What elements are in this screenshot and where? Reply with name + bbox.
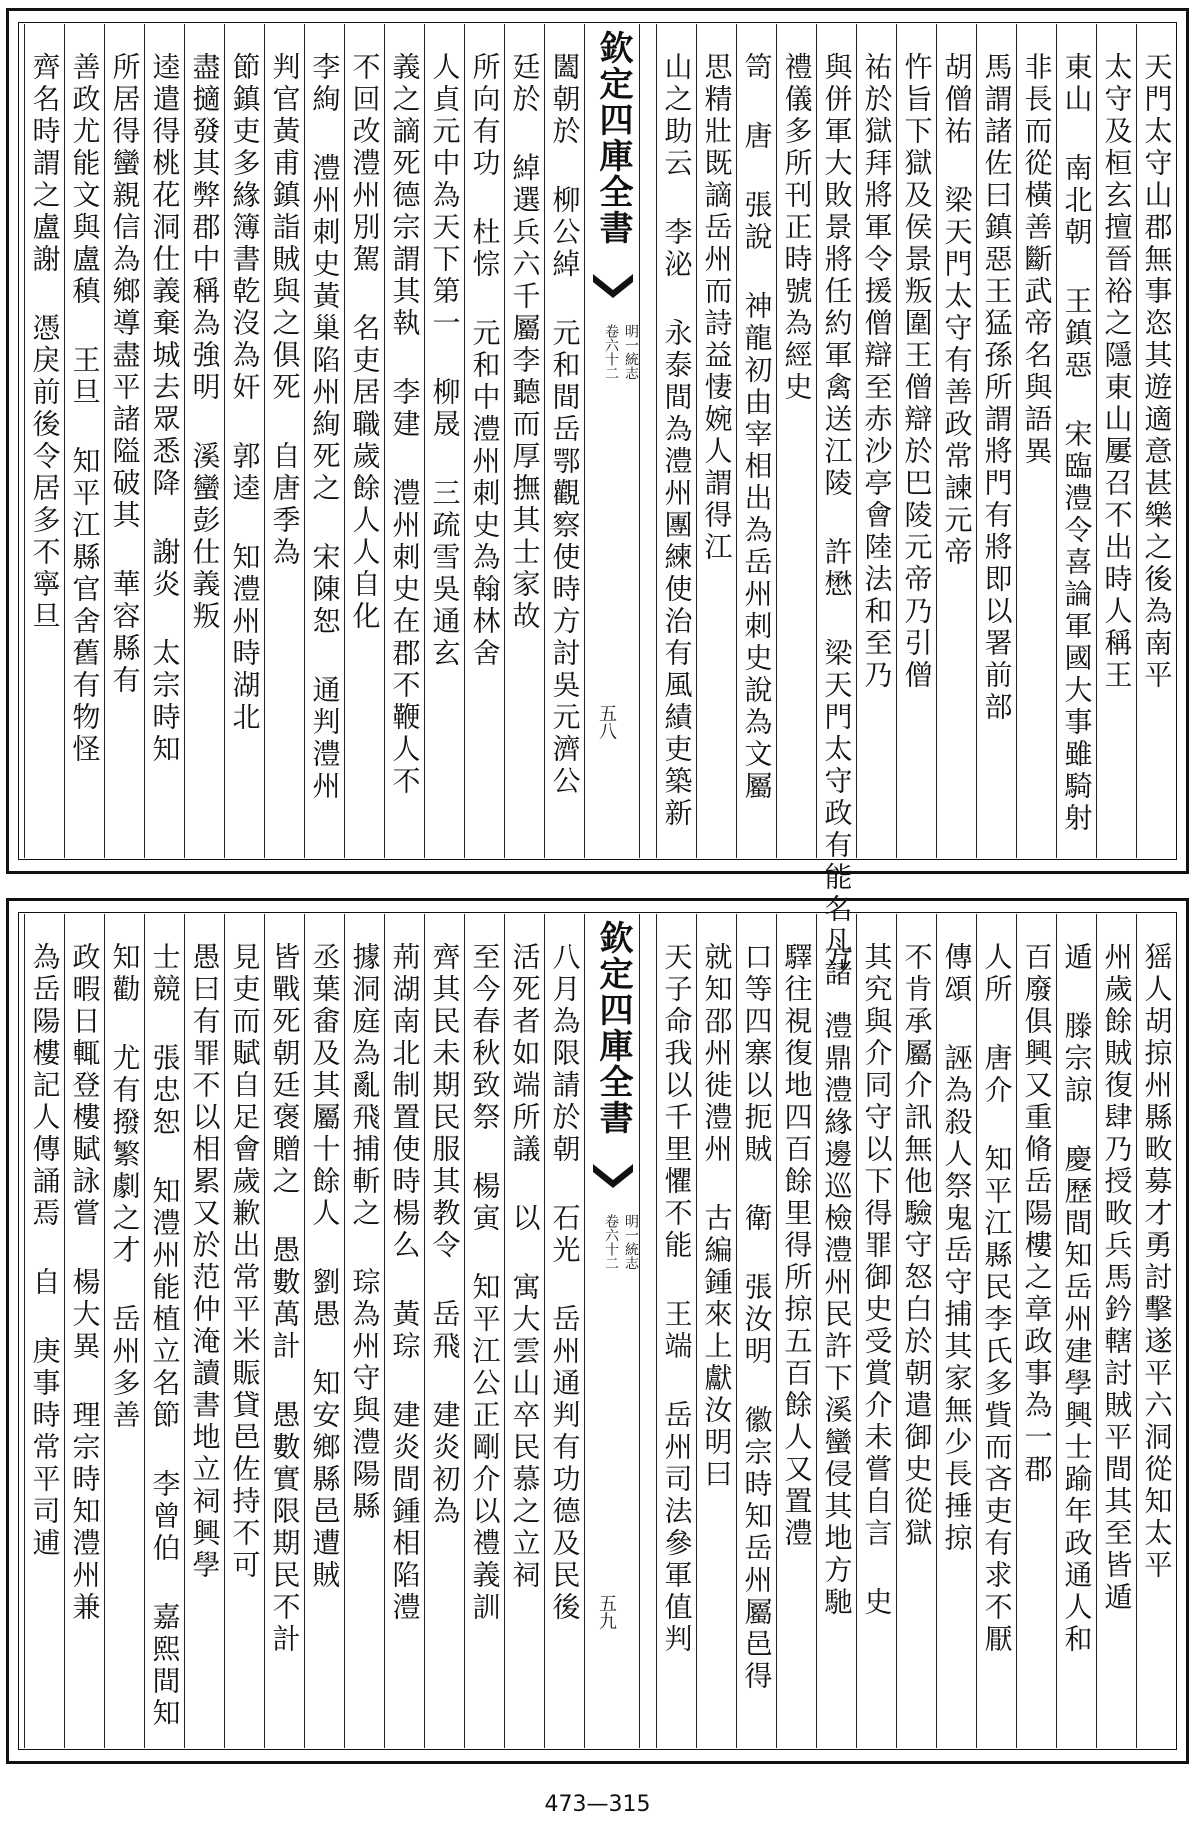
text-column: 判官黃甫鎮詣賊與之俱死 自唐季為: [264, 24, 304, 858]
text-column: 傳頌 誣為殺人祭鬼岳守捕其家無少長捶掠: [936, 914, 976, 1748]
lower-page: [0, 890, 1195, 1770]
text-column: 八月為限請於朝 石光 岳州通判有功德及民後: [544, 914, 584, 1748]
text-column: 思精壯既謫岳州而詩益悽婉人謂得江: [696, 24, 736, 858]
text-column: 齊其民未期民服其教令 岳飛 建炎初為: [424, 914, 464, 1748]
text-column: 太守及桓玄擅晉裕之隱東山屢召不出時人稱王: [1096, 24, 1136, 858]
text-column: 笥 唐 張說 神龍初由宰相出為岳州刺史說為文屬: [736, 24, 776, 858]
folio-number: 五八: [596, 704, 617, 740]
text-column: 驛往視復地四百餘里得所掠五百餘人又置澧: [776, 914, 816, 1748]
text-column: 天子命我以千里懼不能 王端 岳州司法參軍值判: [656, 914, 696, 1748]
text-column: 遁 滕宗諒 慶歷間知岳州建學興士踰年政通人和: [1056, 914, 1096, 1748]
center-gutter: [584, 914, 640, 1748]
text-column: 天門太守山郡無事恣其遊適意甚樂之後為南平: [1136, 24, 1176, 858]
left-half-columns: [20, 914, 584, 1748]
text-column: 盡擿發其弊郡中稱為強明 溪蠻彭仕義叛: [184, 24, 224, 858]
page-number: 473—315: [544, 1792, 651, 1817]
text-column: 丞葉畬及其屬十餘人 劉愚 知安鄉縣邑遭賊: [304, 914, 344, 1748]
text-column: 不回改澧州別駕 名吏居職歲餘人人自化: [344, 24, 384, 858]
text-column: 口等四寨以扼賊 衛 張汝明 徽宗時知岳州屬邑得: [736, 914, 776, 1748]
text-column: 政暇日輒登樓賦詠嘗 楊大異 理宗時知澧州兼: [64, 914, 104, 1748]
text-column: 愚曰有罪不以相累又於范仲淹讀書地立祠興學: [184, 914, 224, 1748]
section-label: 明一統志: [623, 1214, 639, 1270]
text-column: 知勸 尤有撥繁劇之才 岳州多善: [104, 914, 144, 1748]
folio-number: 五九: [596, 1594, 617, 1630]
text-column: 祐於獄拜將軍令援僧辯至赤沙亭會陸法和至乃: [856, 24, 896, 858]
text-column: 見吏而賦自足會歲歉出常平米賑貸邑佐持不可: [224, 914, 264, 1748]
text-column: 山之助云 李泌 永泰間為澧州團練使治有風績吏築新: [656, 24, 696, 858]
text-column: 州歲餘賊復肆乃授畋兵馬鈐轄討賊平間其至皆遁: [1096, 914, 1136, 1748]
text-column: 齊名時謂之盧謝 憑戾前後令居多不寧旦: [24, 24, 64, 858]
text-column: 所居得蠻親信為鄉導盡平諸隘破其 華容縣有: [104, 24, 144, 858]
text-column: 人貞元中為天下第一 柳晟 三疏雪吳通玄: [424, 24, 464, 858]
right-half-columns: [640, 24, 1176, 990]
text-column: 東山 南北朝 王鎮惡 宋臨澧令喜論軍國大事雖騎射: [1056, 24, 1096, 858]
book-title: 欽定四庫全書: [593, 920, 633, 1136]
text-column: 忤旨下獄及侯景叛圍王僧辯於巴陵元帝乃引僧: [896, 24, 936, 858]
text-column: 馬謂諸佐曰鎮惡王猛孫所謂將門有將即以署前部: [976, 24, 1016, 858]
text-column: 禮儀多所刊正時號為經史: [776, 24, 816, 858]
text-column: 方 澧鼎澧緣邊巡檢澧州民許下溪蠻侵其地方馳: [816, 914, 856, 1748]
text-column: 皆戰死朝廷褒贈之 愚數萬計 愚數實限期民不計: [264, 914, 304, 1748]
text-column: 廷於 綽選兵六千屬李聽而厚撫其士家故: [504, 24, 544, 858]
left-half-columns: [20, 24, 584, 858]
fish-tail-icon: [593, 270, 633, 310]
right-half-columns: [640, 914, 1176, 1748]
volume-label: 卷六十二: [603, 1214, 619, 1270]
text-column: 士競 張忠恕 知澧州能植立名節 李曾伯 嘉熙間知: [144, 914, 184, 1748]
text-column: 節鎮吏多緣簿書乾沒為奸 郭逵 知澧州時湖北: [224, 24, 264, 858]
text-column: 所向有功 杜悰 元和中澧州刺史為翰林舍: [464, 24, 504, 858]
text-column: 李絢 澧州刺史黃巢陷州絢死之 宋陳恕 通判澧州: [304, 24, 344, 858]
text-column: 其究與介同守以下得罪御史受賞介未嘗自言 史: [856, 914, 896, 1748]
center-gutter: [584, 24, 640, 858]
text-column: 不肯承屬介訊無他驗守怒白於朝遣御史從獄: [896, 914, 936, 1748]
text-column: 猺人胡掠州縣畋募才勇討擊遂平六洞從知太平: [1136, 914, 1176, 1748]
text-column: 為岳陽樓記人傳誦焉 自 庚事時常平司逋: [24, 914, 64, 1748]
section-label: 明一統志: [623, 324, 639, 380]
text-column: 非長而從橫善斷武帝名與語異: [1016, 24, 1056, 858]
book-title: 欽定四庫全書: [593, 30, 633, 246]
text-column: 荊湖南北制置使時楊么 黃琮 建炎間鍾相陷澧: [384, 914, 424, 1748]
volume-label: 卷六十二: [603, 324, 619, 380]
text-column: 據洞庭為亂飛捕斬之 琮為州守與澧陽縣: [344, 914, 384, 1748]
text-column: 善政尤能文與盧稹 王旦 知平江縣官舍舊有物怪: [64, 24, 104, 858]
text-column: 人所 唐介 知平江縣民李氏多貲而吝吏有求不厭: [976, 914, 1016, 1748]
text-column: 闔朝於 柳公綽 元和間岳鄂觀察使時方討吳元濟公: [544, 24, 584, 858]
text-column: 至今春秋致祭 楊寅 知平江公正剛介以禮義訓: [464, 914, 504, 1748]
text-column: 就知邵州徙澧州 古編鍾來上獻汝明曰: [696, 914, 736, 1748]
text-column: 義之謫死德宗謂其執 李建 澧州刺史在郡不鞭人不: [384, 24, 424, 858]
text-column: 活死者如端所議 以 寓大雲山卒民慕之立祠: [504, 914, 544, 1748]
text-column: 逵遣得桃花洞仕義棄城去眾悉降 謝炎 太宗時知: [144, 24, 184, 858]
text-column: 與併軍大敗景將任約軍禽送江陵 許懋 梁天門太守政有能名凡諸: [816, 24, 856, 858]
text-column: 胡僧祐 梁天門太守有善政常諫元帝: [936, 24, 976, 858]
fish-tail-icon: [593, 1160, 633, 1200]
text-column: 百廢俱興又重脩岳陽樓之章政事為一郡: [1016, 914, 1056, 1748]
